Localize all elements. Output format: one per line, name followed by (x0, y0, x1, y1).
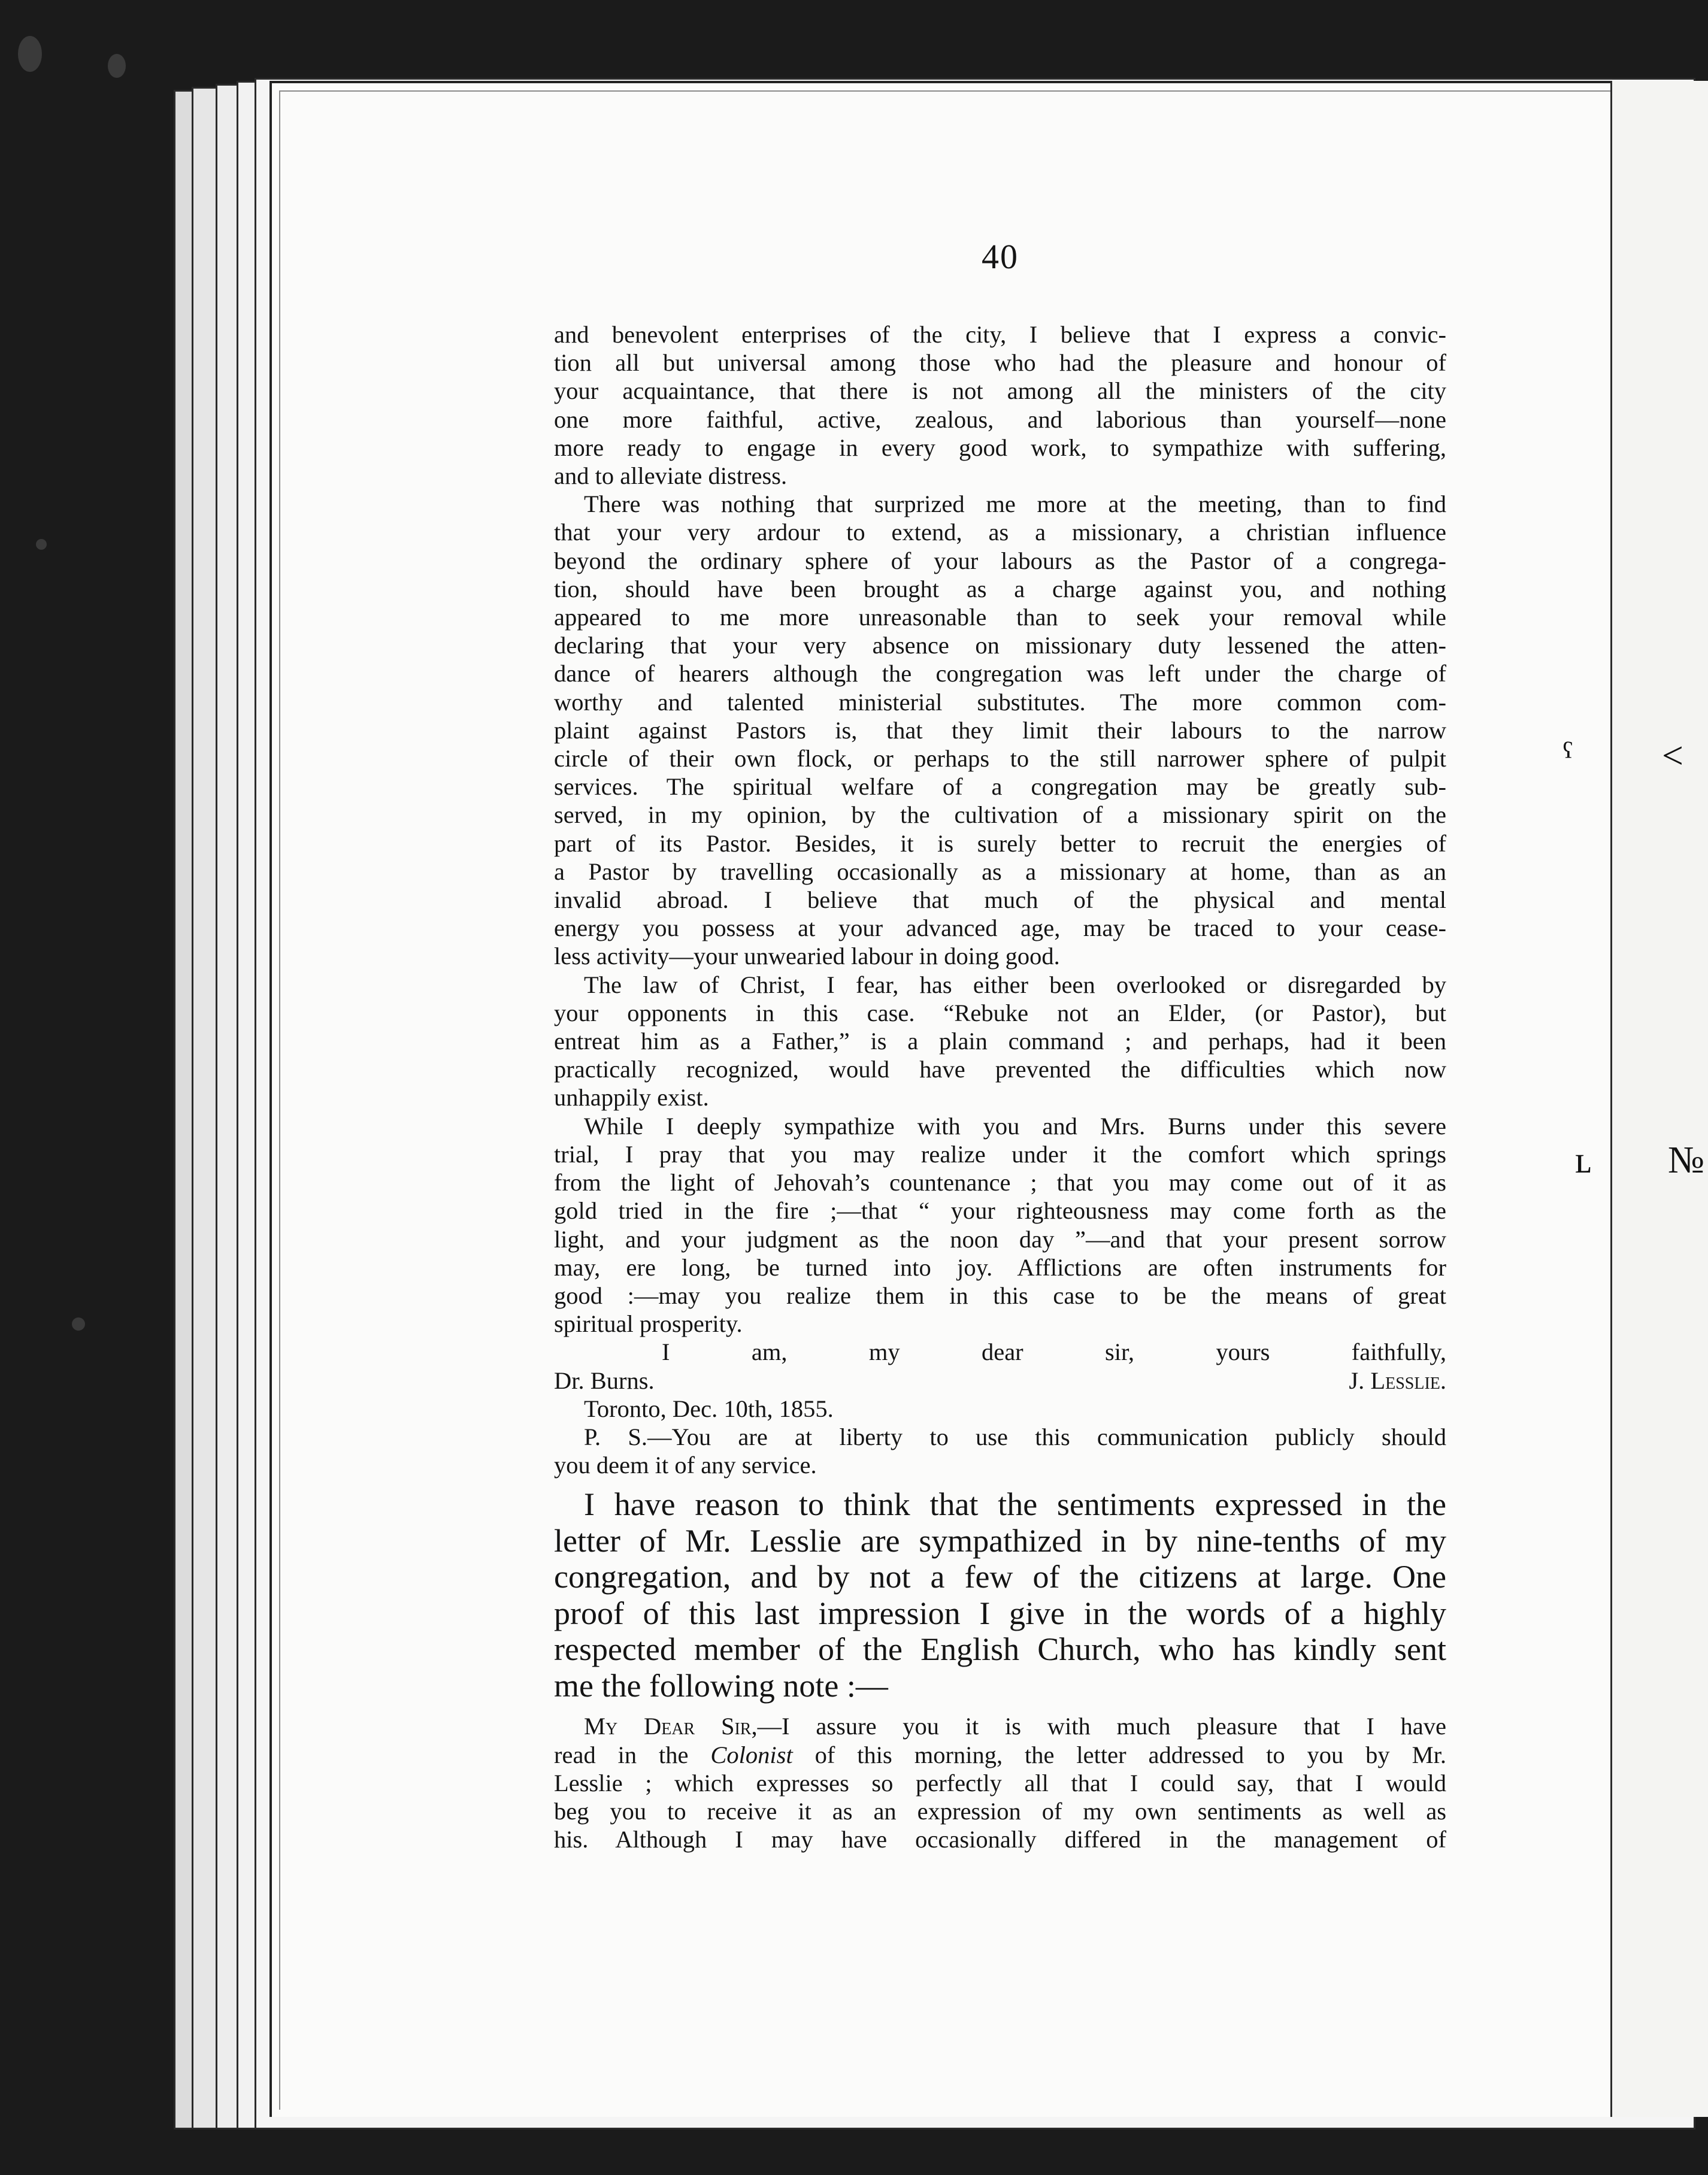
text-line: Lesslie ; which expresses so perfectly all that I could say, that I would (554, 1769, 1446, 1797)
text-line: may, ere long, be turned into joy. Afflictions are often instruments for (554, 1253, 1446, 1281)
text-line: served, in my opinion, by the cultivation of a missionary spirit on the (554, 801, 1446, 829)
text-line: respected member of the English Church, who has kindly sent (554, 1631, 1446, 1668)
text-line: entreat him as a Father,” is a plain command ; and perhaps, had it been (554, 1028, 1446, 1055)
dateline: Toronto, Dec. 10th, 1855. (584, 1395, 834, 1422)
text-line: congregation, and by not a few of the citizens at large. One (554, 1559, 1446, 1595)
paragraph-sympathize (554, 1112, 1446, 1338)
margin-mark: ʟ (1575, 1138, 1592, 1181)
text-line: plaint against Pastors is, that they limit their labours to the narrow (554, 716, 1446, 744)
text-line: energy you possess at your advanced age, may be traced to your cease- (554, 914, 1446, 942)
text-line: invalid abroad. I believe that much of the physical and mental (554, 886, 1446, 914)
text-line: your acquaintance, that there is not among all the ministers of the city (554, 377, 1446, 405)
text-line: practically recognized, would have prevented the difficulties which now (554, 1056, 1446, 1083)
text-line: from the light of Jehovah’s countenance ; that you may come out of it as (554, 1169, 1446, 1196)
text-line: unhappily exist. (554, 1084, 709, 1111)
text-line: good :—may you realize them in this case to be the means of great (554, 1282, 1446, 1309)
text-line: you deem it of any service. (554, 1452, 817, 1479)
signature: J. Lesslie. (1349, 1367, 1446, 1394)
text-line: appeared to me more unreasonable than to seek your removal while (554, 604, 1446, 631)
film-speck (108, 54, 126, 78)
note-line-text: —I assure you it is with much pleasure that I have (757, 1713, 1446, 1740)
text-line: that your very ardour to extend, as a missionary, a christian influence (554, 519, 1446, 546)
text-line: circle of their own flock, or perhaps to the still narrower sphere of pulpit (554, 745, 1446, 773)
paragraph-surprized (554, 490, 1446, 970)
text-line: trial, I pray that you may realize under it the comfort which springs (554, 1140, 1446, 1168)
text-line: light, and your judgment as the noon day ”—and that your present sorrow (554, 1225, 1446, 1253)
note-line-text: read in the (554, 1741, 711, 1768)
text-line: your opponents in this case. “Rebuke not an Elder, (or Pastor), but (554, 999, 1446, 1026)
text-line (554, 1741, 1446, 1769)
text-line: and to alleviate distress. (554, 462, 788, 490)
text-line: beyond the ordinary sphere of your labours as the Pastor of a congrega- (554, 547, 1446, 574)
note-salutation: My Dear Sir, (584, 1713, 758, 1740)
text-line: letter of Mr. Lesslie are sympathized in by nine-tenths of my (554, 1522, 1446, 1559)
text-line: I have reason to think that the sentiments expressed in the (584, 1486, 1446, 1523)
text-line: his. Although I may have occasionally differed in the management of (554, 1826, 1446, 1853)
text-line: services. The spiritual welfare of a congregation may be greatly sub- (554, 773, 1446, 801)
text-line: The law of Christ, I fear, has either been overlooked or disregarded by (584, 971, 1446, 998)
film-speck (18, 36, 42, 72)
page-number: 40 (982, 237, 1019, 276)
text-line: spiritual prosperity. (554, 1310, 743, 1338)
paragraph-law-of-christ (554, 971, 1446, 1112)
margin-mark: ˁ (1563, 734, 1573, 777)
film-speck (36, 539, 47, 550)
text-line: dance of hearers although the congregation was left under the charge of (554, 660, 1446, 687)
text-line: and benevolent enterprises of the city, I believe that I express a convic- (554, 321, 1446, 348)
text-line: less activity—your unwearied labour in doing good. (554, 943, 1060, 970)
text-line: tion all but universal among those who had the pleasure and honour of (554, 349, 1446, 377)
text-line: beg you to receive it as an expression of my own sentiments as well as (554, 1797, 1446, 1825)
text-line: part of its Pastor. Besides, it is surely better to recruit the energies of (554, 829, 1446, 857)
page-body (554, 320, 1446, 1853)
text-line: P. S.—You are at liberty to use this communication publicly should (584, 1423, 1446, 1450)
quoted-note (554, 1712, 1446, 1853)
signature-row (554, 1367, 1446, 1395)
addressee: Dr. Burns. (554, 1367, 655, 1394)
text-line: a Pastor by travelling occasionally as a missionary at home, than as an (554, 858, 1446, 885)
text-line: me the following note :— (554, 1667, 888, 1704)
text-line: proof of this last impression I give in the words of a highly (554, 1595, 1446, 1631)
letter-closing: I am, my dear sir, yours faithfully, (662, 1338, 1446, 1366)
text-line: one more faithful, active, zealous, and laborious than yourself—none (554, 405, 1446, 433)
text-line: more ready to engage in every good work, to sympathize with suffering, (554, 434, 1446, 461)
margin-mark: № (1668, 1138, 1705, 1181)
text-line: worthy and talented ministerial substitutes. The more common com- (554, 688, 1446, 716)
paragraph-continuation (554, 320, 1446, 490)
film-speck (72, 1317, 85, 1331)
paragraph-reason (554, 1486, 1446, 1704)
text-line (554, 1712, 1446, 1740)
text-line: There was nothing that surprized me more at the meeting, than to find (584, 490, 1446, 518)
text-line: gold tried in the fire ;—that “ your righteousness may come forth as the (554, 1197, 1446, 1225)
text-line: declaring that your very absence on missionary duty lessened the atten- (554, 632, 1446, 659)
newspaper-name: Colonist (710, 1741, 793, 1768)
postscript (554, 1423, 1446, 1479)
text-line: tion, should have been brought as a charge against you, and nothing (554, 575, 1446, 602)
facing-page-edge (1610, 81, 1708, 2117)
text-line: While I deeply sympathize with you and Mrs. Burns under this severe (584, 1112, 1446, 1140)
note-line-text: of this morning, the letter addressed to you by Mr. (792, 1741, 1446, 1768)
margin-mark: ˂ (1662, 734, 1684, 777)
